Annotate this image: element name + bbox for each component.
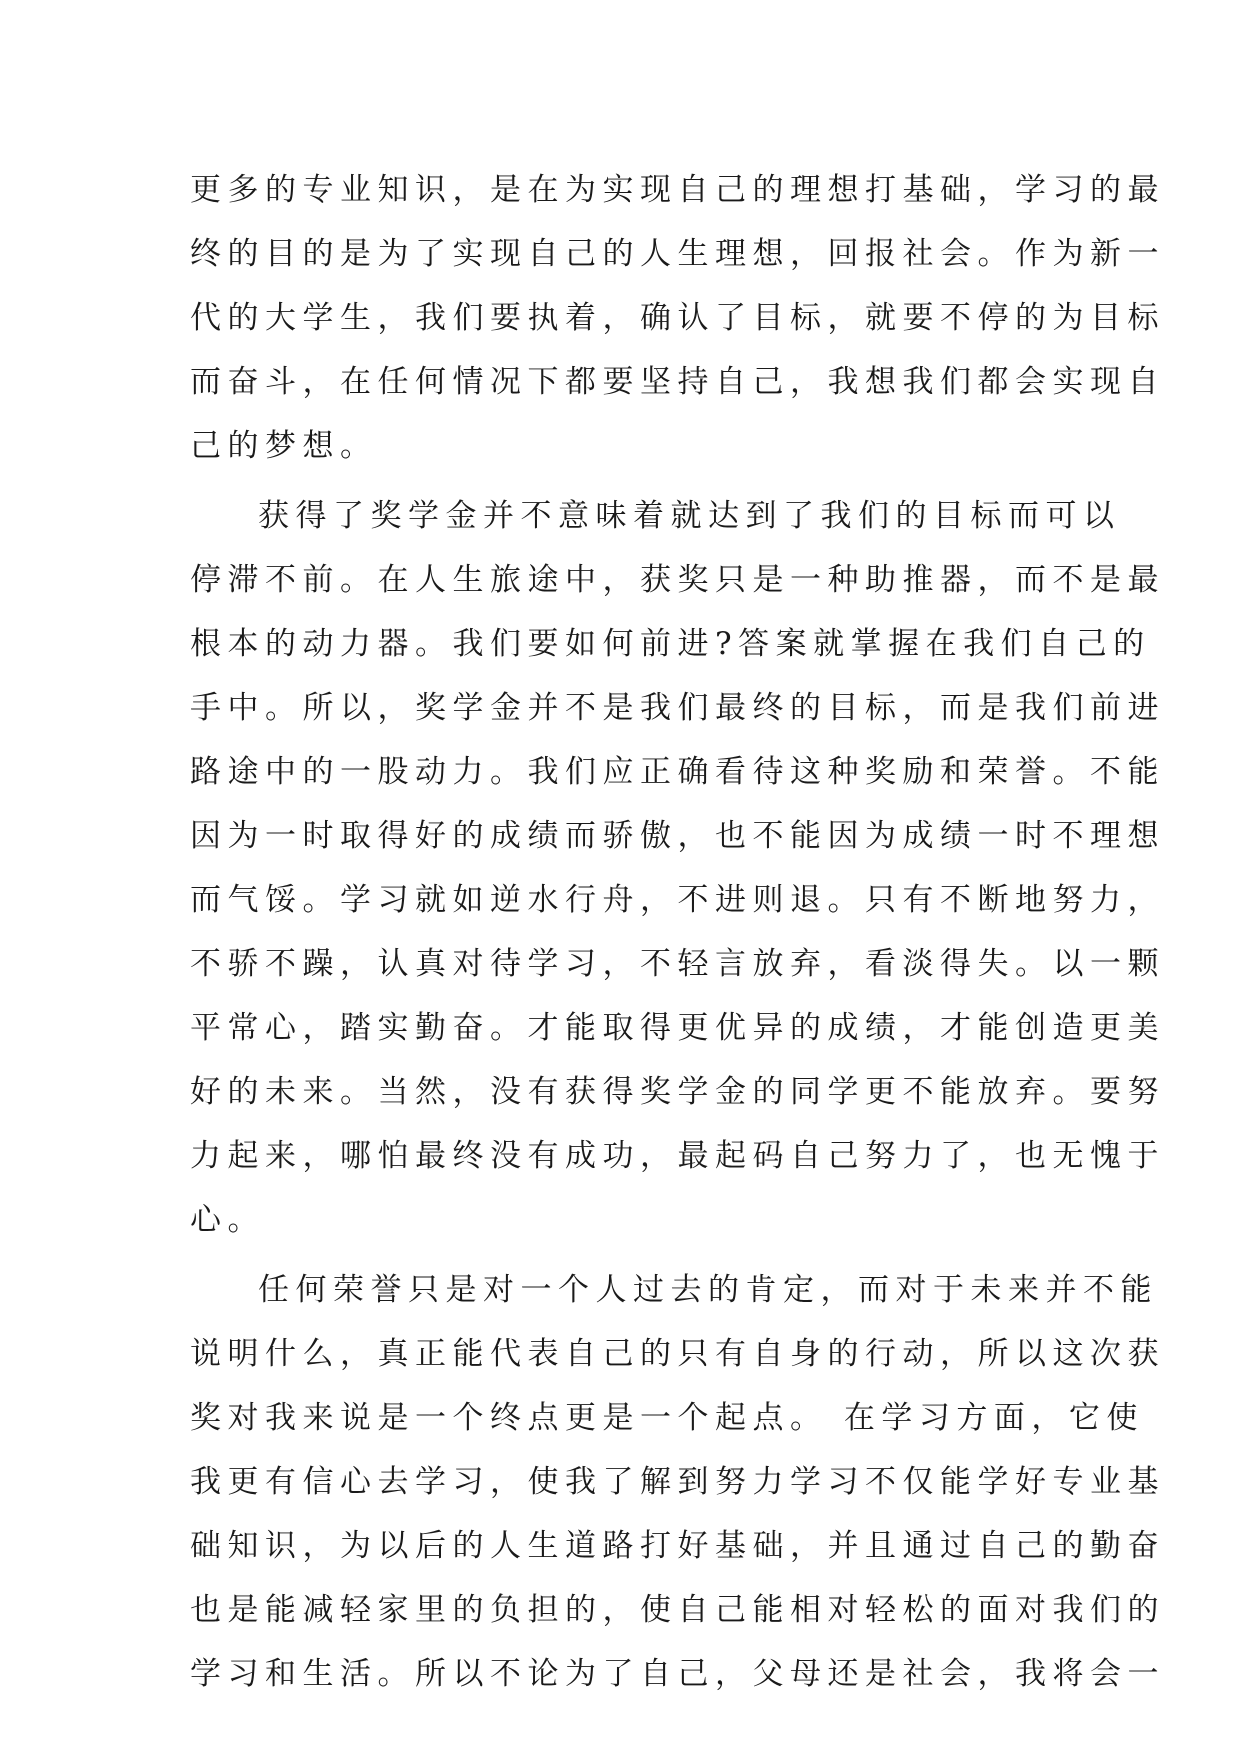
text-line: 停滞不前。在人生旅途中，获奖只是一种助推器，而不是最 <box>190 562 1165 598</box>
paragraph-2 <box>190 484 1165 1252</box>
text-line: 平常心，踏实勤奋。才能取得更优异的成绩，才能创造更美 <box>190 1010 1165 1046</box>
text-line: 力起来，哪怕最终没有成功，最起码自己努力了，也无愧于 <box>190 1138 1165 1174</box>
text-line: 获得了奖学金并不意味着就达到了我们的目标而可以 <box>258 498 1121 534</box>
text-line: 奖对我来说是一个终点更是一个起点。 在学习方面，它使 <box>190 1400 1144 1436</box>
text-line: 说明什么，真正能代表自己的只有自身的行动，所以这次获 <box>190 1336 1165 1372</box>
paragraph-1 <box>190 158 1165 478</box>
text-line: 我更有信心去学习，使我了解到努力学习不仅能学好专业基 <box>190 1464 1165 1500</box>
text-line: 己的梦想。 <box>190 428 378 464</box>
text-line: 而奋斗，在任何情况下都要坚持自己，我想我们都会实现自 <box>190 364 1165 400</box>
text-line: 不骄不躁，认真对待学习，不轻言放弃，看淡得失。以一颗 <box>190 946 1165 982</box>
document-body <box>190 158 1165 1706</box>
text-line: 学习和生活。所以不论为了自己，父母还是社会，我将会一 <box>190 1656 1165 1692</box>
paragraph-3 <box>190 1258 1165 1706</box>
text-line: 好的未来。当然，没有获得奖学金的同学更不能放弃。要努 <box>190 1074 1165 1110</box>
text-line: 也是能减轻家里的负担的，使自己能相对轻松的面对我们的 <box>190 1592 1165 1628</box>
text-line: 心。 <box>190 1202 265 1238</box>
text-line: 而气馁。学习就如逆水行舟，不进则退。只有不断地努力， <box>190 882 1165 918</box>
text-line: 础知识，为以后的人生道路打好基础，并且通过自己的勤奋 <box>190 1528 1165 1564</box>
text-line: 路途中的一股动力。我们应正确看待这种奖励和荣誉。不能 <box>190 754 1165 790</box>
text-line: 手中。所以，奖学金并不是我们最终的目标，而是我们前进 <box>190 690 1165 726</box>
text-line: 更多的专业知识，是在为实现自己的理想打基础，学习的最 <box>190 172 1165 208</box>
text-line: 任何荣誉只是对一个人过去的肯定，而对于未来并不能 <box>258 1272 1158 1308</box>
text-line: 因为一时取得好的成绩而骄傲，也不能因为成绩一时不理想 <box>190 818 1165 854</box>
text-line: 终的目的是为了实现自己的人生理想，回报社会。作为新一 <box>190 236 1165 272</box>
text-line: 根本的动力器。我们要如何前进?答案就掌握在我们自己的 <box>190 626 1151 662</box>
text-line: 代的大学生，我们要执着，确认了目标，就要不停的为目标 <box>190 300 1165 336</box>
